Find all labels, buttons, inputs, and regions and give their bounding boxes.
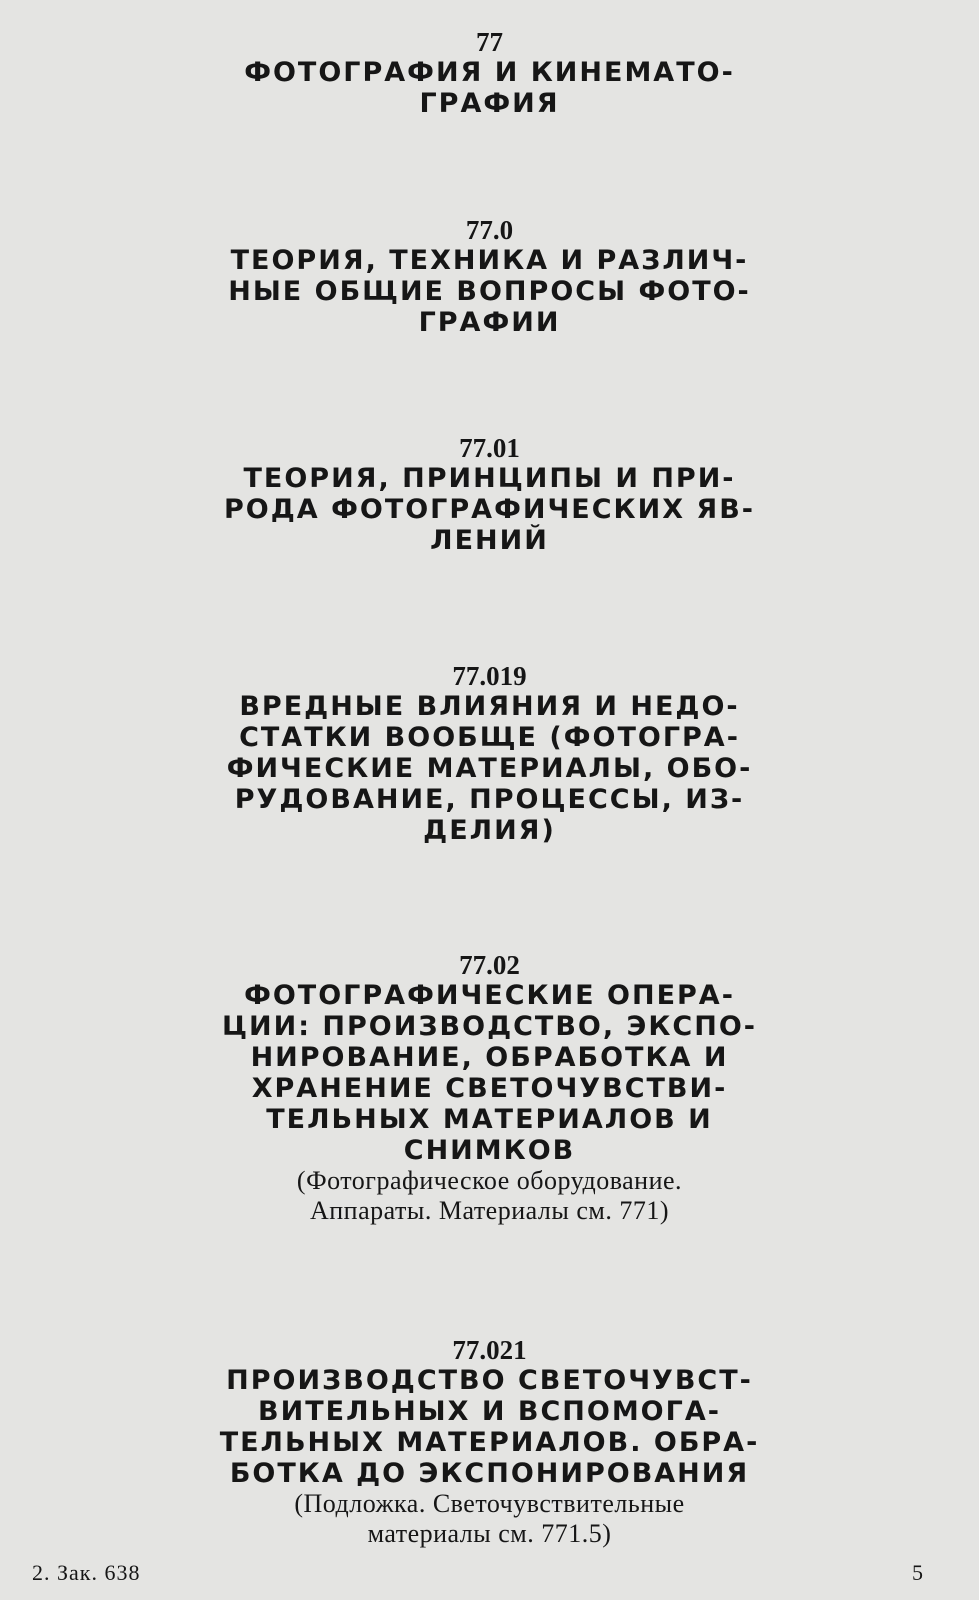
heading-line: ЦИИ: ПРОИЗВОДСТВО, ЭКСПО- [221,1011,757,1042]
heading-line: БОТКА ДО ЭКСПОНИРОВАНИЯ [229,1458,750,1489]
section-code: 77.0 [465,215,514,245]
heading-line: ФОТОГРАФИЧЕСКИЕ ОПЕРА- [244,980,735,1011]
section-heading [0,463,979,556]
section-code: 77.01 [459,433,520,463]
heading-line: ХРАНЕНИЕ СВЕТОЧУВСТВИ- [251,1073,728,1104]
printer-signature: 2. Зак. 638 [32,1560,141,1585]
heading-line: РУДОВАНИЕ, ПРОЦЕССЫ, ИЗ- [234,784,745,815]
heading-line: ВРЕДНЫЕ ВЛИЯНИЯ И НЕДО- [239,691,740,722]
heading-line: ДЕЛИЯ) [423,815,556,846]
section-entry [0,27,979,119]
section-entry [0,433,979,556]
note-line: материалы см. 771.5) [367,1519,612,1548]
heading-line: ГРАФИИ [418,307,561,338]
heading-line: ТЕЛЬНЫХ МАТЕРИАЛОВ И [266,1104,713,1135]
heading-line: НЫЕ ОБЩИЕ ВОПРОСЫ ФОТО- [228,276,751,307]
heading-line: ГРАФИЯ [419,88,560,119]
heading-line: РОДА ФОТОГРАФИЧЕСКИХ ЯВ- [224,494,755,525]
heading-line: ТЕЛЬНЫХ МАТЕРИАЛОВ. ОБРА- [219,1427,760,1458]
section-heading [0,245,979,338]
page-number: 5 [912,1560,924,1585]
note-line: (Фотографическое оборудование. [296,1166,683,1195]
section-entry [0,661,979,846]
section-heading [0,1365,979,1489]
section-code: 77.021 [452,1335,527,1365]
section-heading [0,980,979,1166]
heading-line: ЛЕНИЙ [430,525,549,556]
cross-reference-note [0,1166,979,1226]
section-entry [0,950,979,1226]
heading-line: ФОТОГРАФИЯ И КИНЕМАТО- [244,57,735,88]
section-code: 77.02 [459,950,520,980]
heading-line: ФИЧЕСКИЕ МАТЕРИАЛЫ, ОБО- [226,753,753,784]
section-code: 77 [476,27,503,57]
heading-line: СНИМКОВ [403,1135,576,1166]
note-line: (Подложка. Светочувствительные [294,1489,685,1518]
heading-line: ВИТЕЛЬНЫХ И ВСПОМОГА- [258,1396,721,1427]
section-heading [0,57,979,119]
section-entry [0,215,979,338]
heading-line: ТЕОРИЯ, ТЕХНИКА И РАЗЛИЧ- [230,245,749,276]
heading-line: СТАТКИ ВООБЩЕ (ФОТОГРА- [239,722,740,753]
heading-line: НИРОВАНИЕ, ОБРАБОТКА И [250,1042,729,1073]
section-heading [0,691,979,846]
section-code: 77.019 [452,661,527,691]
heading-line: ПРОИЗВОДСТВО СВЕТОЧУВСТ- [226,1365,753,1396]
section-entry [0,1335,979,1549]
note-line: Аппараты. Материалы см. 771) [309,1196,669,1225]
heading-line: ТЕОРИЯ, ПРИНЦИПЫ И ПРИ- [243,463,736,494]
cross-reference-note [0,1489,979,1549]
